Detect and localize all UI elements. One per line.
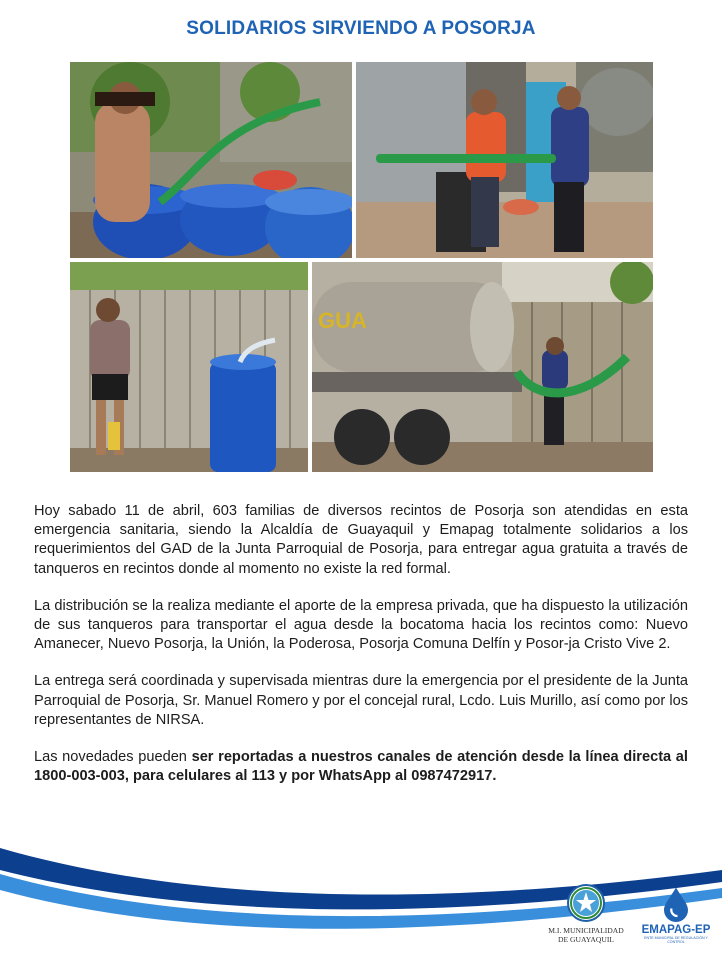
paragraph-4 — [34, 748, 688, 786]
article-body — [34, 502, 688, 804]
emapag-brand: EMAPAG-EP — [641, 924, 711, 936]
contact-channels: ser reportadas a nuestros canales de atención desde la línea directa al 1800-003-003, para celulares al 113 y por WhatsApp al 0987472917. — [34, 749, 688, 785]
photo-woman-water-tank — [70, 262, 308, 472]
photo-boy-filling-tanks — [70, 62, 352, 258]
photo-water-tanker-truck — [312, 262, 653, 472]
photo-men-holding-hose — [356, 62, 653, 258]
paragraph-2: La distribución se la realiza mediante el aporte de la empresa privada, que ha dispuesto la utilización de sus tanqueros para transportar el agua desde la bocatoma hacia los recintos como: Nuevo Amanecer, Nuevo Posorja, la Unión, la Poderosa, Posorja Comuna Delfín y Posor-ja Cristo Vive 2. — [34, 597, 688, 653]
tanker-lettering: GUA — [318, 308, 367, 333]
paragraph-1: Hoy sabado 11 de abril, 603 familias de diversos recintos de Posorja son atendidas en esta emergencia sanitaria, siendo la Alcaldía de Guayaquil y Emapag totalmente solidarios a los requerimientos del GAD de la Junta Parroquial de Posorja, para entregar agua gratuita a través de tanqueros en recintos donde al momento no existe la red formal. — [34, 503, 688, 577]
paragraph-3: La entrega será coordinada y supervisada mientras dure la emergencia por el presidente de la Junta Parroquial de Posorja, Sr. Manuel Romero y por el concejal rural, Lcdo. Luis Murillo, así como por los representantes de NIRSA. — [34, 673, 688, 728]
municipality-name-line2: DE GUAYAQUIL — [557, 935, 615, 944]
emapag-logo — [636, 886, 716, 944]
paragraph-4-intro: Las novedades pueden — [34, 749, 192, 766]
water-drop-icon — [661, 886, 691, 922]
emapag-tagline: ENTE MUNICIPAL DE REGULACIÓN Y CONTROL — [644, 936, 708, 944]
municipality-logo — [540, 884, 632, 944]
municipality-name-line1: M.I. MUNICIPALIDAD — [548, 926, 624, 935]
page-title: SOLIDARIOS SIRVIENDO A POSORJA — [186, 18, 536, 39]
municipality-seal-icon — [567, 884, 605, 922]
